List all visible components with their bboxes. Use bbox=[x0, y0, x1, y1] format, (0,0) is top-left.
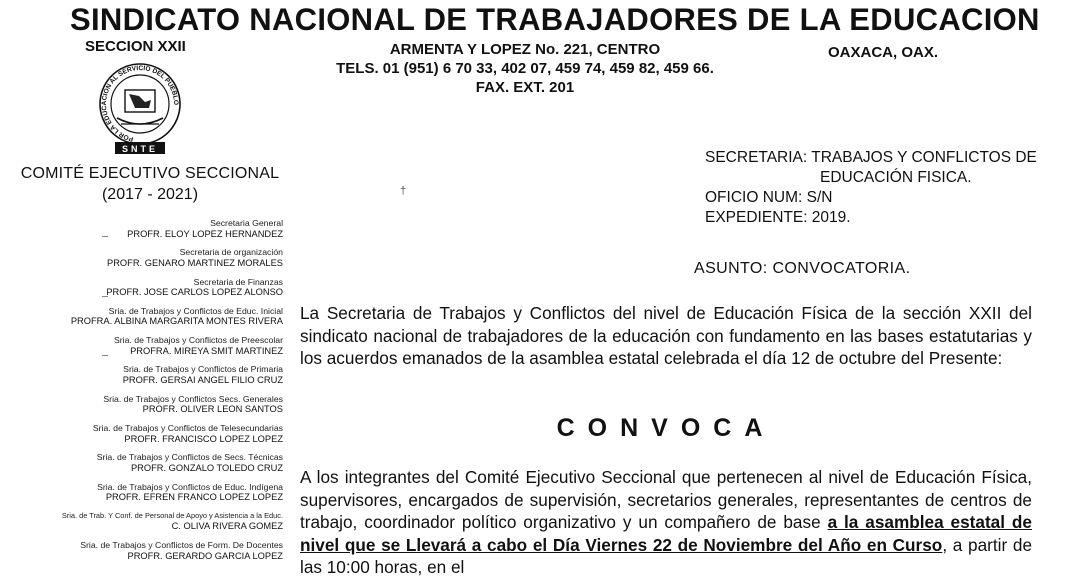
body-paragraph bbox=[300, 466, 1032, 579]
committee-title: COMITÉ EJECUTIVO SECCIONAL bbox=[20, 165, 280, 182]
directory-role: Sria. de Trabajos y Conflictos de Secs. Técnicas bbox=[96, 452, 283, 463]
convoca-heading: CONVOCA bbox=[556, 414, 776, 442]
directory-entry bbox=[40, 423, 283, 444]
directory-role: Sria. de Trabajos y Conflictos de Educ. Indígena bbox=[97, 481, 283, 492]
body-text-start: A los integrantes del Comité Ejecutivo Seccional que pertenecen al nivel de Educación Física, supervisores, encargados de supervisión, secretarios generales, representantes de centros de trabajo, coordinador político organizativo y un compañero de base bbox=[300, 467, 1032, 532]
subject-line: ASUNTO: CONVOCATORIA. bbox=[694, 260, 911, 277]
body-text-end: , a partir de las 10:00 horas, en el bbox=[300, 534, 1033, 577]
address-block bbox=[310, 40, 740, 97]
directory-role: Sria. de Trab. Y Conf. de Personal de Apoyo y Asistencia a la Educ. bbox=[61, 510, 283, 520]
directory-role: Sria. de Trabajos y Conflictos de Educ. Inicial bbox=[108, 305, 283, 316]
directory-name: PROFR. GONZALO TOLEDO CRUZ bbox=[130, 462, 283, 473]
directory-name: PROFRA. ALBINA MARGARITA MONTES RIVERA bbox=[70, 316, 283, 327]
directory-entry bbox=[40, 511, 283, 532]
directory-entry bbox=[40, 452, 283, 473]
directory-role: Secretaria de Finanzas bbox=[193, 276, 283, 287]
expediente: EXPEDIENTE: 2019. bbox=[705, 209, 851, 226]
city-label: OAXACA, OAX. bbox=[828, 44, 939, 61]
directory-entry bbox=[40, 277, 283, 298]
directory-role: Sria. de Trabajos y Conflictos de Telesecundarias bbox=[92, 423, 283, 434]
seal-ring-text: POR LA EDUCACION AL SERVICIO DEL PUEBLO bbox=[101, 64, 180, 143]
directory-name: PROFR. FRANCISCO LOPEZ LOPEZ bbox=[124, 433, 283, 444]
section-label: SECCION XXII bbox=[85, 38, 186, 55]
body-emphasis: a la asamblea estatal de nivel que se Llevará a cabo el Día Viernes 22 de Noviembre del Año en Curso bbox=[300, 512, 1032, 555]
directory-name: C. OLIVA RIVERA GOMEZ bbox=[171, 521, 283, 532]
directory-role: Sria. de Trabajos y Conflictos Secs. Generales bbox=[103, 393, 283, 404]
directory-entry bbox=[40, 394, 283, 415]
directory-name: PROFR. OLIVER LEON SANTOS bbox=[142, 404, 283, 415]
directory-name: PROFR. GERSAI ANGEL FILIO CRUZ bbox=[122, 374, 283, 385]
directory-name: PROFR. GERARDO GARCIA LOPEZ bbox=[127, 550, 283, 561]
committee-heading bbox=[20, 163, 280, 205]
directory-name: PROFR. EFREN FRANCO LOPEZ LOPEZ bbox=[105, 492, 283, 503]
committee-period: (2017 - 2021) bbox=[101, 186, 199, 203]
directory-entry bbox=[40, 540, 283, 561]
directory-entry bbox=[40, 335, 283, 356]
address-line: ARMENTA Y LOPEZ No. 221, CENTRO bbox=[389, 41, 661, 58]
directory-role: Sria. de Trabajos y Conflictos de Preescolar bbox=[113, 335, 283, 346]
directory-name: PROFR. JOSE CARLOS LOPEZ ALONSO bbox=[106, 287, 283, 298]
seal-acronym: SNTE bbox=[121, 144, 159, 154]
directory-role: Sria. de Trabajos y Conflictos de Form. De Docentes bbox=[80, 540, 283, 551]
secretaria-line-continued: EDUCACIÓN FISICA. bbox=[820, 169, 972, 186]
organization-title: SINDICATO NACIONAL DE TRABAJADORES DE LA EDUCACION bbox=[70, 1, 1040, 38]
committee-directory bbox=[40, 218, 283, 570]
phone-line: TELS. 01 (951) 6 70 33, 402 07, 459 74, 459 82, 459 66. bbox=[336, 60, 714, 77]
office-reference-block bbox=[705, 148, 1060, 228]
intro-paragraph: La Secretaria de Trabajos y Conflictos del nivel de Educación Física de la sección XXII del sindicato nacional de trabajadores de la educación con fundamento en las bases estatutarias y los acuerdos emanados de la asamblea estatal celebrada el día 12 de octubre del Presente: bbox=[300, 303, 1032, 368]
directory-entry bbox=[40, 364, 283, 385]
directory-entry bbox=[40, 482, 283, 503]
directory-entry bbox=[40, 247, 283, 268]
stray-mark: † bbox=[400, 185, 407, 197]
oficio-number: OFICIO NUM: S/N bbox=[705, 189, 833, 206]
secretaria-line: SECRETARIA: TRABAJOS Y CONFLICTOS DE bbox=[705, 149, 1037, 166]
fax-line: FAX. EXT. 201 bbox=[475, 79, 575, 96]
snte-logo bbox=[95, 58, 185, 158]
directory-name: PROFRA. MIREYA SMIT MARTINEZ bbox=[130, 345, 283, 356]
directory-role: Sria. de Trabajos y Conflictos de Primaria bbox=[123, 364, 283, 375]
directory-name: PROFR. GENARO MARTINEZ MORALES bbox=[107, 257, 283, 268]
directory-role: Secretaria General bbox=[210, 218, 283, 228]
snte-seal-icon bbox=[95, 58, 185, 158]
directory-role: Secretaria de organización bbox=[179, 247, 283, 258]
directory-name: PROFR. ELOY LOPEZ HERNANDEZ bbox=[127, 228, 283, 239]
directory-entry bbox=[40, 218, 283, 239]
directory-entry bbox=[40, 306, 283, 327]
